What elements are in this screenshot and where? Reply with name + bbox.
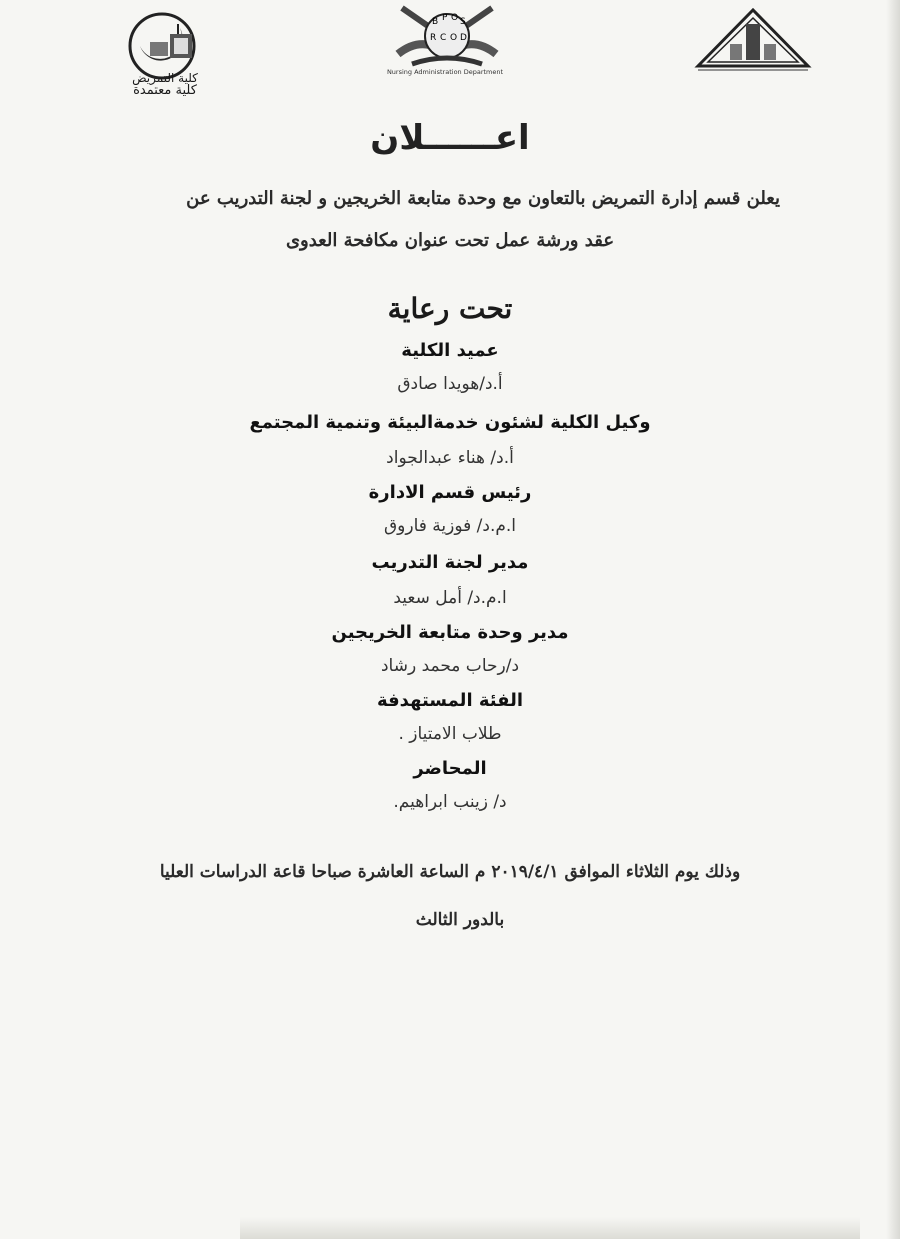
person-vice-dean: أ.د/ هناء عبدالجواد [386,448,514,468]
intro-line-2: عقد ورشة عمل تحت عنوان مكافحة العدوى [285,230,615,251]
logo-letter: C [440,33,447,43]
benha-university-logo [694,8,812,72]
person-dean: أ.د/هويدا صادق [397,374,503,394]
logo-letter: O [450,33,458,43]
role-department-head: رئيس قسم الادارة [368,482,532,503]
person-graduates-unit-director: د/رحاب محمد رشاد [380,656,520,676]
role-graduates-unit-director: مدير وحدة متابعة الخريجين [331,622,569,643]
intro-line-1: يعلن قسم إدارة التمريض بالتعاون مع وحدة متابعة الخريجين و لجنة التدريب عن [186,188,780,209]
scan-edge-right [886,0,900,1239]
logo-letter: R [430,33,437,43]
closing-line-2: بالدور الثالث [415,910,505,930]
scan-edge-bottom [240,1217,860,1239]
person-training-director: ا.م.د/ أمل سعيد [393,588,507,608]
left-logo-caption: كلية التمريض [132,71,198,85]
logo-letter: D [460,33,467,43]
center-logo-caption: Nursing Administration Department [386,68,504,76]
role-dean: عميد الكلية [401,340,499,361]
closing-line-1: وذلك يوم الثلاثاء الموافق ٢٠١٩/٤/١ م الساعة العاشرة صباحا قاعة الدراسات العليا [159,862,741,882]
logo-letter: S [460,17,466,27]
role-vice-dean: وكيل الكلية لشئون خدمةالبيئة وتنمية المجتمع [249,412,651,433]
target-group-value: طلاب الامتياز . [398,724,502,744]
patronage-heading: تحت رعاية [387,292,513,325]
role-lecturer: المحاضر [413,758,487,779]
left-logo-subcaption: كلية معتمدة [133,83,197,98]
role-training-director: مدير لجنة التدريب [371,552,529,573]
person-lecturer: د/ زينب ابراهيم. [393,792,507,812]
person-department-head: ا.م.د/ فوزية فاروق [383,516,517,536]
logo-letter: B [432,17,439,27]
announcement-title: اعــــــلان [370,118,530,158]
logo-letter: O [451,13,459,23]
logo-letter: P [442,13,448,23]
role-target-group: الفئة المستهدفة [376,690,524,711]
